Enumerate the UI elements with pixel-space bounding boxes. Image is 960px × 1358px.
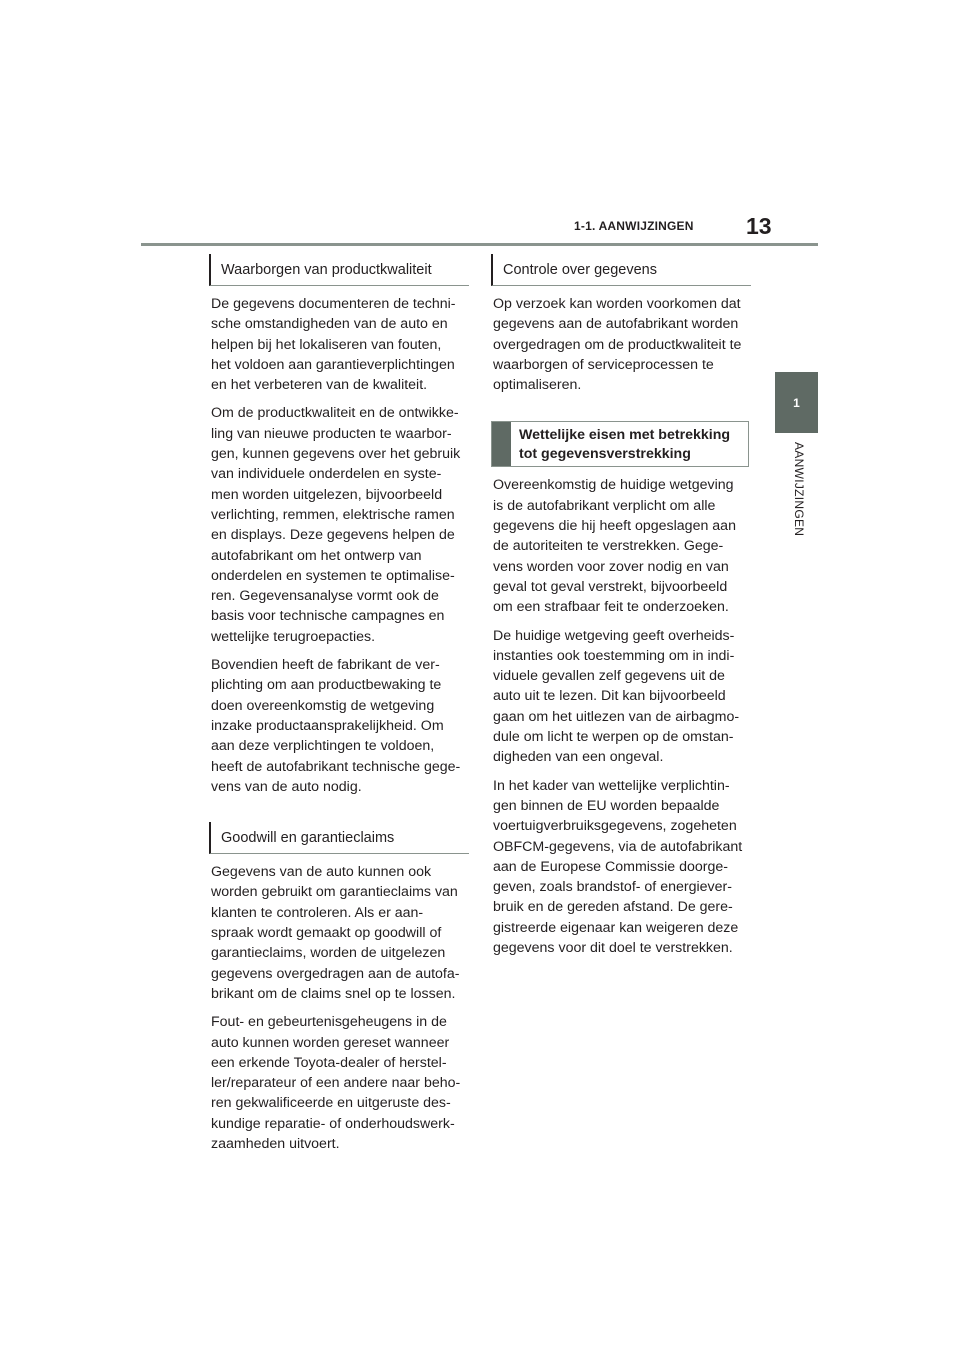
section-heading-legal [491,421,749,467]
paragraph: In het kader van wettelijke verplichtin- gen binnen de EU worden bepaalde voertuigverbruiksgegevens, zogeheten OBFCM-gegevens, via de autofabrikant aan de Europese Commissie doorge- geven, zoals brandstof- of energiever- bruik en de gereden afstand. De gere- gistreerde eigenaar kan weigeren deze gegevens voor dit doel te verstrekken. [493,777,743,957]
paragraph: Overeenkomstig de huidige wetgeving is de autofabrikant verplicht om alle gegevens die hij heeft opgeslagen aan de autoriteiten te verstrekken. Gege- vens worden voor zover nodig en van geval tot geval verstrekt, bijvoorbeeld om een strafbaar feit te onderzoeken. [493,477,736,616]
right-column [491,254,751,958]
paragraph: De huidige wetgeving geeft overheids- instanties ook toestemming om in indi- viduele gevallen zelf gegevens uit de auto uit te lezen. Dit kan bijvoorbeeld gaan om het uitlezen van de airbagmo- dule om licht te werpen op de omstan- digheden van een ongeval. [493,627,740,766]
subheading-product-quality: Waarborgen van productkwaliteit [209,254,469,286]
page-number: 13 [746,213,772,239]
left-column [209,254,469,1154]
chapter-tab[interactable] [775,372,818,433]
section-title: 1-1. AANWIJZINGEN [574,219,694,233]
paragraph: Bovendien heeft de fabrikant de ver- plichting om aan productbewaking te doen overeenkomstig de wetgeving inzake productaansprakelijkheid. Om aan deze verplichtingen te voldoen, heeft de autofabrikant technische gege- vens van de auto nodig. [211,657,461,795]
subheading-data-control: Controle over gegevens [491,254,751,286]
paragraph: Om de productkwaliteit en de ontwikke- ling van nieuwe producten te waarbor- gen, kunnen gegevens over het gebruik van individuele onderdelen en syste- men worden uitgelezen, bijvoorbeeld verlichting, remmen, elektrische ramen en displays. Deze gegevens helpen de autofabrikant om het ontwerp van onderdelen en systemen te optimalise- ren. Gegevensanalyse vormt ook de basis voor technische campagnes en wettelijke terugroepacties. [211,405,461,645]
chapter-number: 1 [793,395,800,410]
paragraph: Gegevens van de auto kunnen ook worden gebruikt om garantieclaims van klanten te controleren. Als er aan- spraak wordt gemaakt op goodwill of garantieclaims, worden de uitgelezen gegevens overgedragen aan de autofa- brikant om de claims snel op te lossen. [211,864,460,1002]
section-heading-text: Wettelijke eisen met betrekking tot gegevensverstrekking [519,427,731,462]
subheading-goodwill: Goodwill en garantieclaims [209,822,469,854]
paragraph: Op verzoek kan worden voorkomen dat gegevens aan de autofabrikant worden overgedragen om de productkwaliteit te waarborgen of serviceprocessen te optimaliseren. [493,296,742,394]
section-heading-bar [492,422,511,466]
paragraph: De gegevens documenteren de techni- sche omstandigheden van de auto en helpen bij het lokaliseren van fouten, het voldoen aan garantieverplichtingen en het verbeteren van de kwaliteit. [211,296,456,394]
chapter-side-title: AANWIJZINGEN [792,442,806,537]
paragraph: Fout- en gebeurtenisgeheugens in de auto kunnen worden gereset wanneer een erkende Toyota-dealer of herstel- ler/reparateur of een andere naar beho- ren gekwalificeerde en uitgeruste des- kundige reparatie- of onderhoudswerk- zaamheden uitvoert. [211,1014,461,1152]
header-rule [141,243,818,246]
